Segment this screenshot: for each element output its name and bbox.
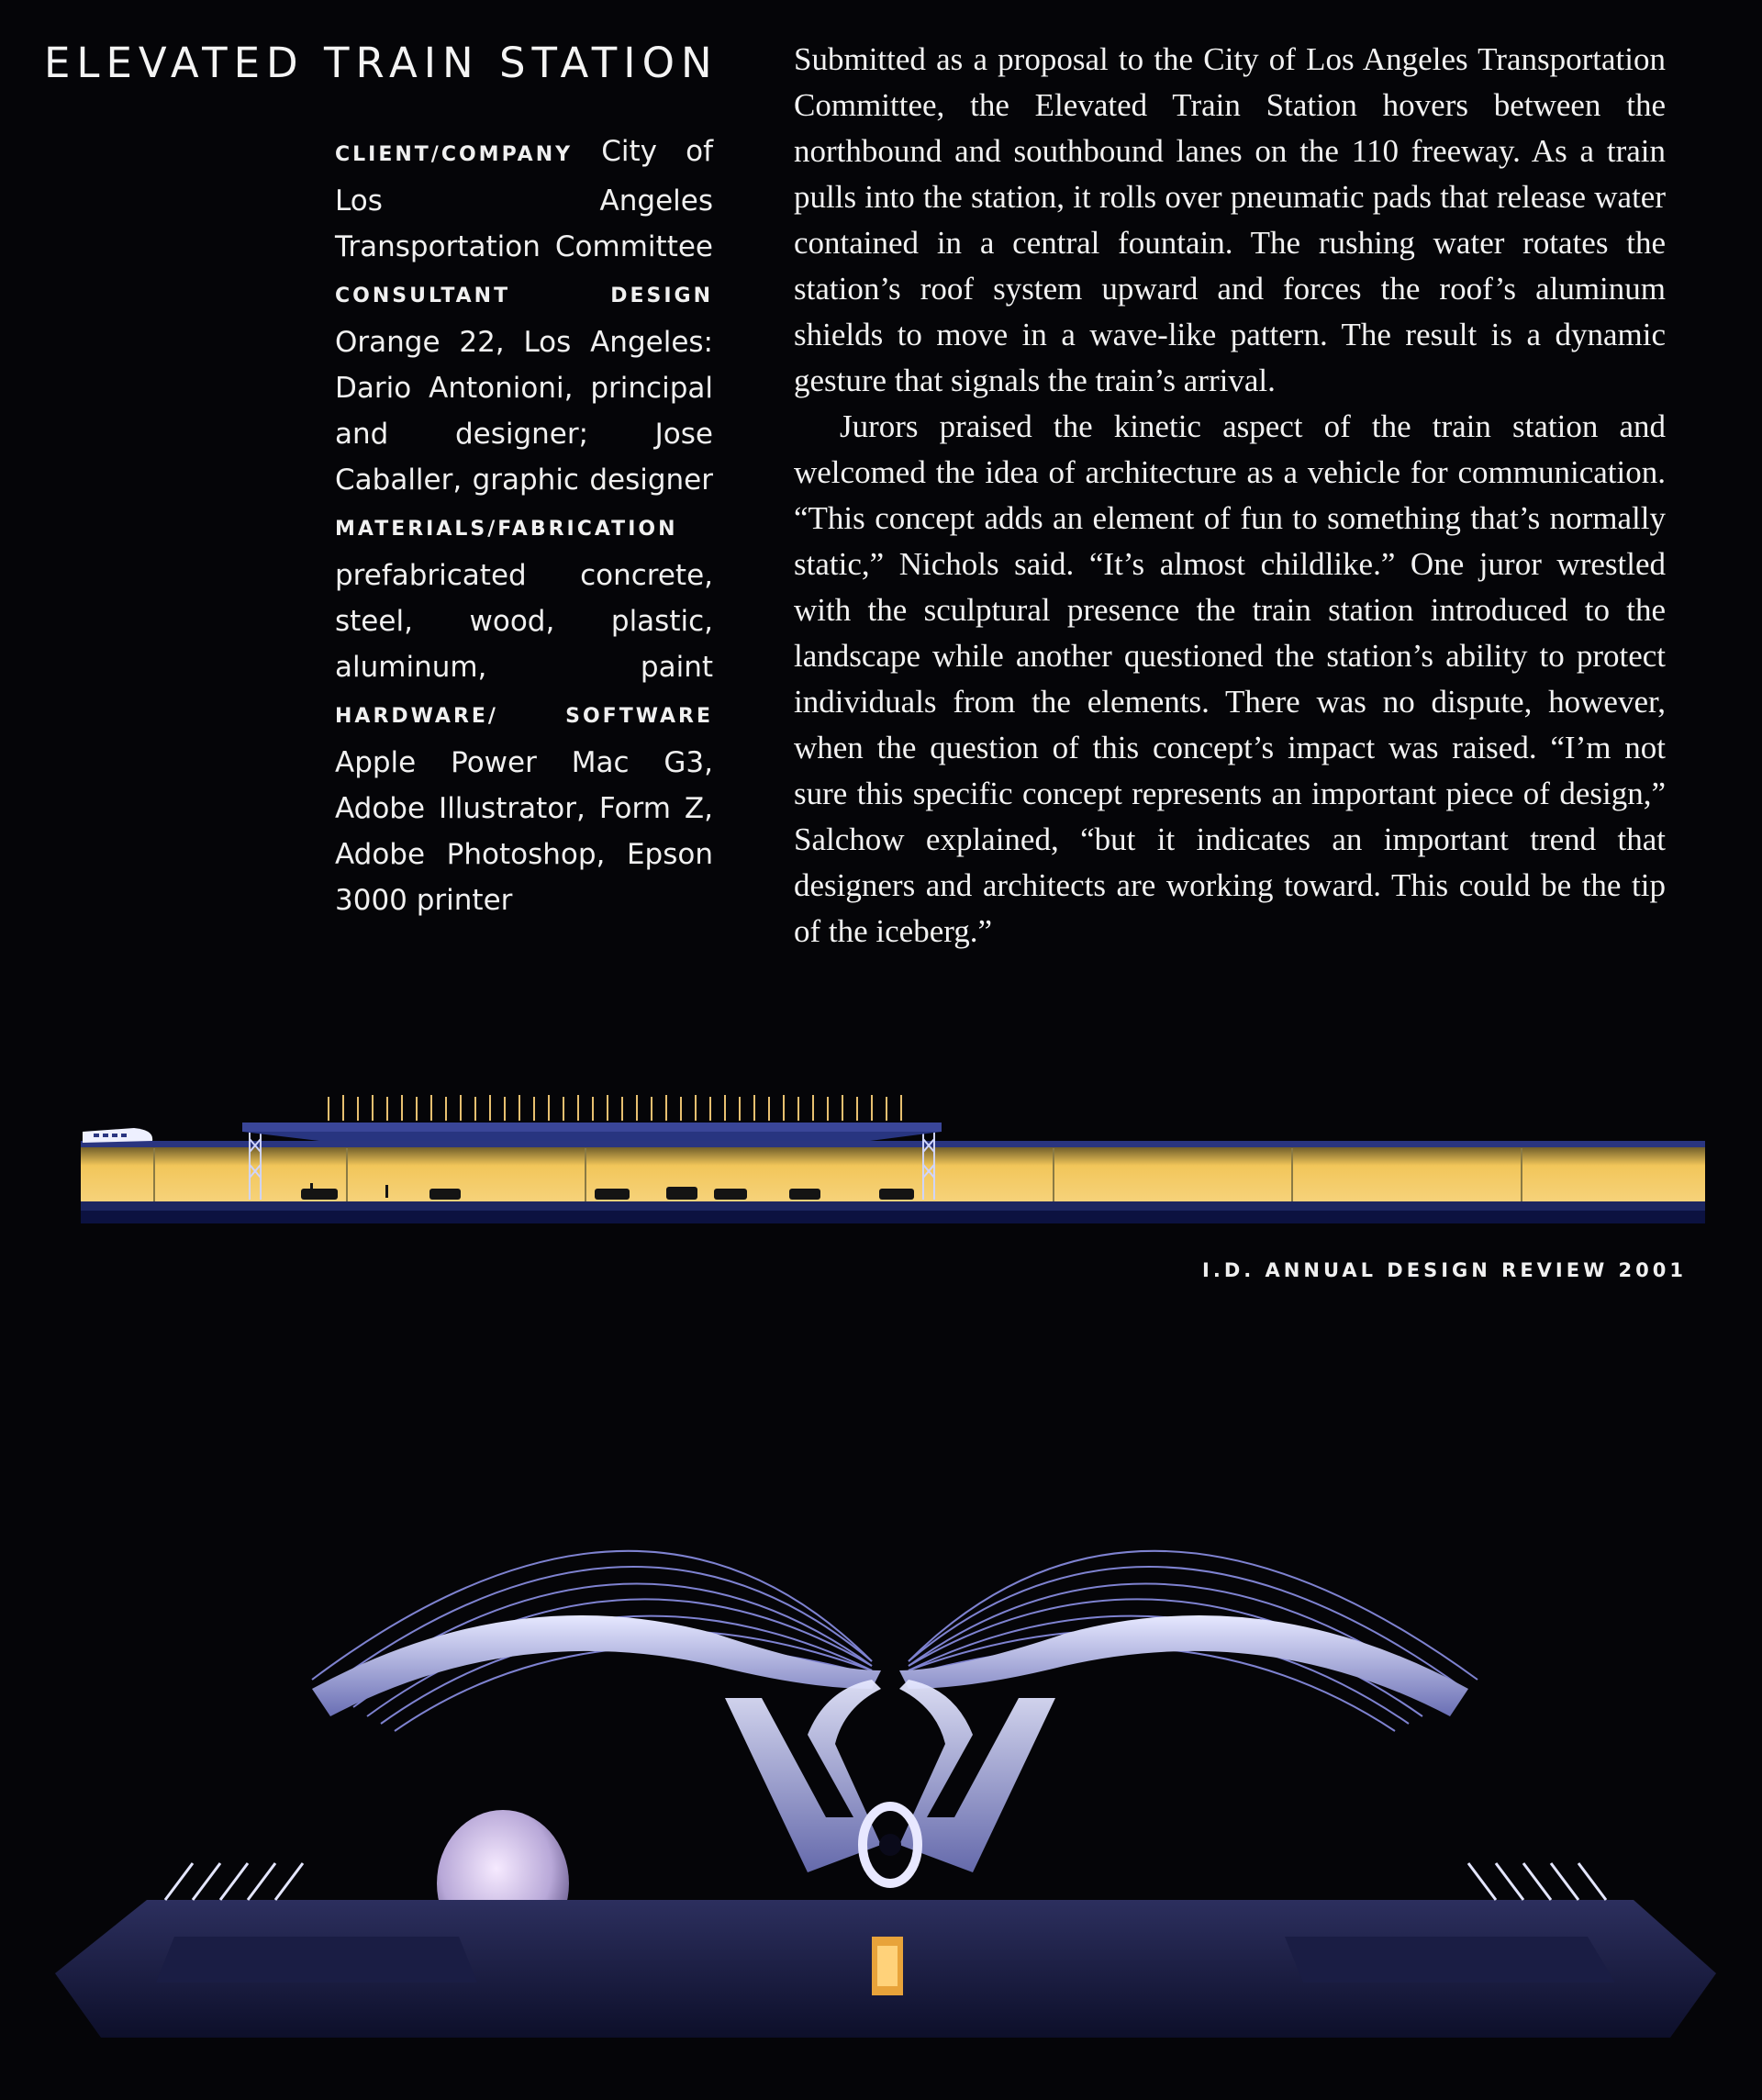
page-title: ELEVATED TRAIN STATION	[44, 39, 719, 87]
credit-text-client: City of Los Angeles Transportation Committee	[335, 135, 713, 263]
article-body	[794, 37, 1666, 955]
credit-label-hardware: HARDWARE/ SOFTWARE	[335, 705, 713, 728]
credit-text-materials: prefabricated concrete, steel, wood, plastic, aluminum, paint	[335, 559, 713, 684]
credit-label-materials: MATERIALS/FABRICATION	[335, 518, 678, 541]
article-paragraph-1: Submitted as a proposal to the City of Los Angeles Transportation Committee, the Elevated Train Station hovers between the northbound and southbound lanes on the 110 freeway. As a train pulls into the station, it rolls over pneumatic pads that release water contained in a central fountain. The rushing water rotates the station’s roof system upward and forces the roof’s aluminum shields to move in a wave-like pattern. The result is a dynamic gesture that signals the train’s arrival.	[794, 41, 1666, 398]
credit-label-consultant: CONSULTANT DESIGN	[335, 285, 713, 307]
station-night-rendering	[0, 1303, 1762, 2100]
station-section-illustration	[81, 1088, 1705, 1225]
credit-label-client: CLIENT/COMPANY	[335, 143, 574, 166]
credit-text-hardware: Apple Power Mac G3, Adobe Illustrator, Form Z, Adobe Photoshop, Epson 3000 printer	[335, 746, 713, 917]
credit-text-consultant: Orange 22, Los Angeles: Dario Antonioni, principal and designer; Jose Caballer, graphic designer	[335, 326, 713, 497]
credits-block	[335, 128, 713, 923]
article-paragraph-2: Jurors praised the kinetic aspect of the train station and welcomed the idea of architecture as a vehicle for communication. “This concept adds an element of fun to something that’s normally static,” Nichols said. “It’s almost childlike.” One juror wrestled with the sculptural presence the train station introduced to the landscape while another questioned the station’s ability to protect individuals from the elements. There was no dispute, however, when the question of this concept’s impact was raised. “I’m not sure this specific concept represents an important piece of design,” Salchow explained, “but it indicates an important trend that designers and architects are working toward. This could be the tip of the iceberg.”	[794, 408, 1666, 949]
publication-caption: I.D. ANNUAL DESIGN REVIEW 2001	[1202, 1259, 1687, 1281]
